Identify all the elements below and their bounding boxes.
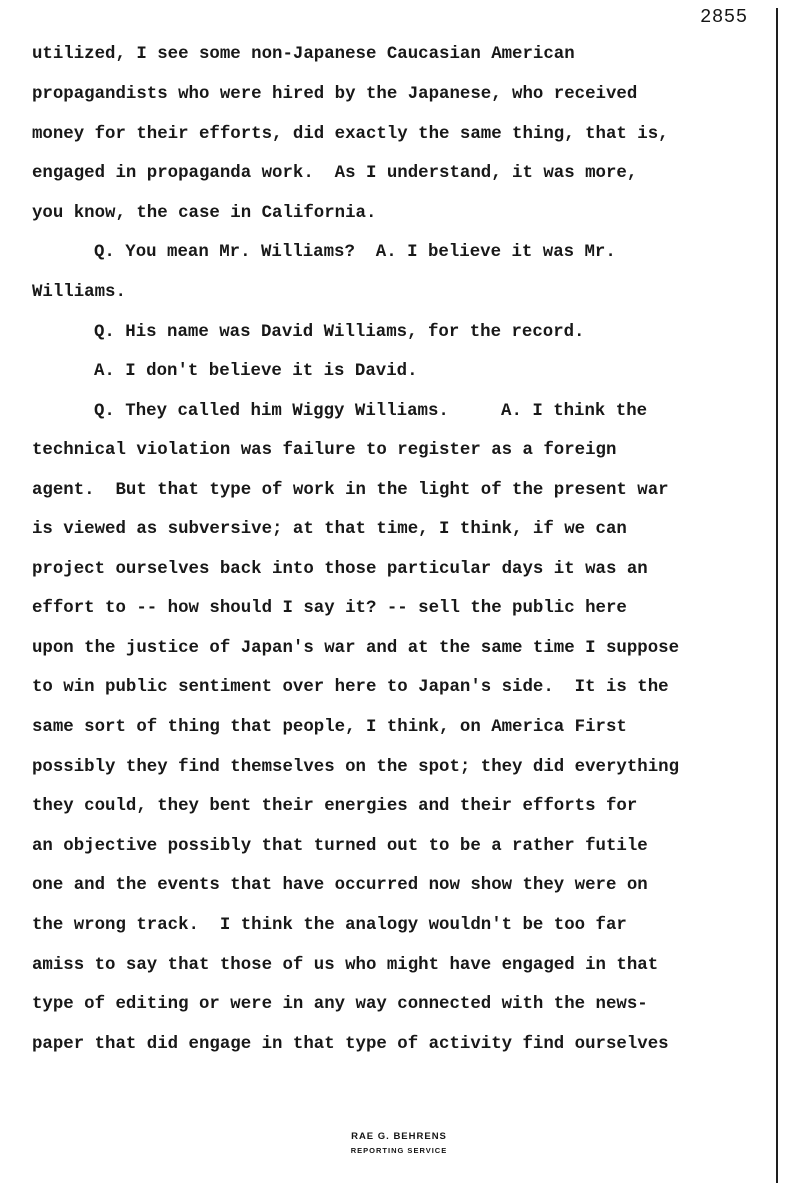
transcript-line: the wrong track. I think the analogy wouldn't be too far — [32, 916, 627, 935]
question-line: Q. You mean Mr. Williams? A. I believe it was Mr. — [94, 243, 616, 262]
question-line: Q. His name was David Williams, for the record. — [94, 323, 585, 342]
answer-line: A. I don't believe it is David. — [94, 362, 418, 381]
question-line: Q. They called him Wiggy Williams. A. I think the — [94, 402, 648, 421]
transcript-line: agent. But that type of work in the light of the present war — [32, 481, 669, 500]
transcript-line: an objective possibly that turned out to be a rather futile — [32, 837, 648, 856]
transcript-line: they could, they bent their energies and their efforts for — [32, 797, 638, 816]
transcript-line: project ourselves back into those particular days it was an — [32, 560, 648, 579]
transcript-line: type of editing or were in any way connected with the news- — [32, 995, 648, 1014]
transcript-line: money for their efforts, did exactly the same thing, that is, — [32, 125, 669, 144]
transcript-line: engaged in propaganda work. As I understand, it was more, — [32, 164, 638, 183]
transcript-line: you know, the case in California. — [32, 204, 377, 223]
reporter-name: RAE G. BEHRENS — [351, 1131, 447, 1142]
transcript-line: paper that did engage in that type of activity find ourselves — [32, 1035, 669, 1054]
transcript-line: to win public sentiment over here to Japan's side. It is the — [32, 678, 669, 697]
transcript-line: upon the justice of Japan's war and at the same time I suppose — [32, 639, 680, 658]
transcript-line: Williams. — [32, 283, 126, 302]
transcript-line: propagandists who were hired by the Japanese, who received — [32, 85, 638, 104]
transcript-line: effort to -- how should I say it? -- sell the public here — [32, 599, 627, 618]
transcript-line: amiss to say that those of us who might have engaged in that — [32, 956, 659, 975]
transcript-line: is viewed as subversive; at that time, I think, if we can — [32, 520, 627, 539]
page-number: 2855 — [700, 6, 748, 28]
reporting-service: REPORTING SERVICE — [350, 1146, 448, 1155]
transcript-line: utilized, I see some non-Japanese Caucasian American — [32, 45, 575, 64]
transcript-line: same sort of thing that people, I think, on America First — [32, 718, 627, 737]
transcript-line: one and the events that have occurred now show they were on — [32, 876, 648, 895]
transcript-line: possibly they find themselves on the spot; they did everything — [32, 758, 680, 777]
transcript-line: technical violation was failure to register as a foreign — [32, 441, 617, 460]
